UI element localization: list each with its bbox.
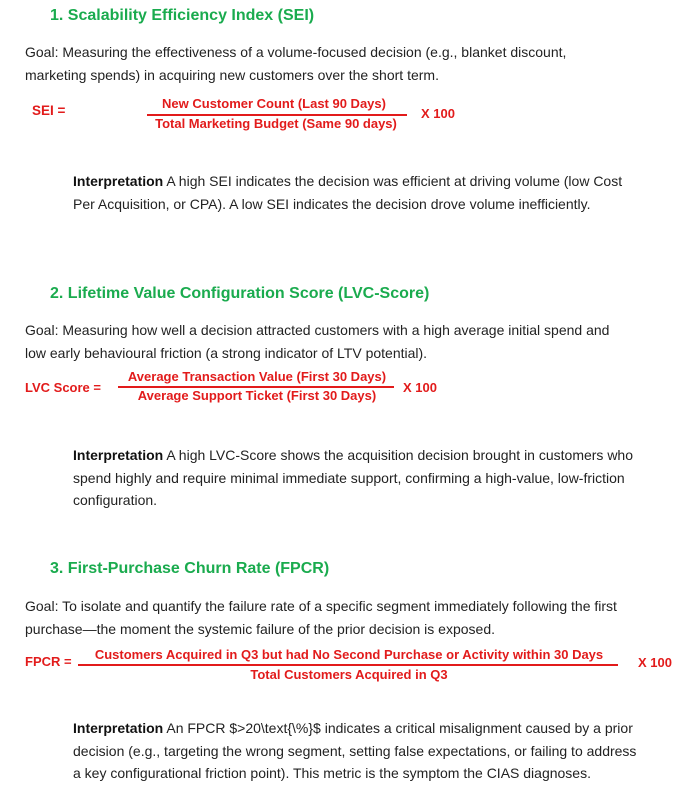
section-2-formula-lhs: LVC Score =	[25, 380, 101, 395]
section-2-interpretation-text: A high LVC-Score shows the acquisition decision brought in customers who spend highly and require minimal immediate support, confirming a high-value, low-friction configuration.	[73, 447, 634, 509]
section-2-interpretation	[73, 444, 633, 512]
section-3-denominator: Total Customers Acquired in Q3	[250, 667, 448, 682]
section-1-denominator: Total Marketing Budget (Same 90 days)	[155, 116, 397, 131]
section-1-interpretation-text: A high SEI indicates the decision was efficient at driving volume (low Cost Per Acquisition, or CPA). A low SEI indicates the decision drove volume inefficiently.	[73, 173, 623, 212]
section-1-formula-lhs: SEI =	[32, 103, 66, 118]
section-1-goal: Goal: Measuring the effectiveness of a volume-focused decision (e.g., blanket discount, marketing spends) in acquiring new customers over the short term.	[25, 44, 567, 83]
section-3-interpretation-label: Interpretation	[73, 720, 164, 736]
section-3-multiplier: X 100	[638, 655, 672, 670]
section-1-numerator: New Customer Count (Last 90 Days)	[162, 96, 386, 111]
section-2-numerator: Average Transaction Value (First 30 Days)	[127, 369, 387, 384]
section-1-multiplier: X 100	[421, 106, 455, 121]
section-1-interpretation	[73, 170, 633, 215]
section-3-numerator: Customers Acquired in Q3 but had No Second Purchase or Activity within 30 Days	[94, 647, 604, 662]
section-2-multiplier: X 100	[403, 380, 437, 395]
section-2-goal: Goal: Measuring how well a decision attracted customers with a high average initial spend and low early behavioural friction (a strong indicator of LTV potential).	[25, 322, 610, 361]
section-3-heading: 3. First-Purchase Churn Rate (FPCR)	[50, 560, 330, 577]
section-1-heading: 1. Scalability Efficiency Index (SEI)	[50, 7, 315, 24]
section-2-heading: 2. Lifetime Value Configuration Score (LVC-Score)	[50, 285, 430, 302]
section-2-interpretation-label: Interpretation	[73, 447, 164, 463]
section-3-goal: Goal: To isolate and quantify the failure rate of a specific segment immediately following the first purchase—the moment the systemic failure of the prior decision is exposed.	[25, 598, 617, 637]
section-3-formula-lhs: FPCR =	[25, 654, 72, 669]
section-3-interpretation-text: An FPCR $>20\text{\%}$ indicates a critical misalignment caused by a prior decision (e.g., targeting the wrong segment, setting false expectations, or failing to address a key configurational friction point). This metric is the symptom the CIAS diagnoses.	[73, 720, 637, 782]
section-3-fraction-bar	[78, 664, 618, 666]
section-1-interpretation-label: Interpretation	[73, 173, 164, 189]
section-3-interpretation	[73, 717, 638, 785]
section-2-denominator: Average Support Ticket (First 30 Days)	[137, 388, 377, 403]
